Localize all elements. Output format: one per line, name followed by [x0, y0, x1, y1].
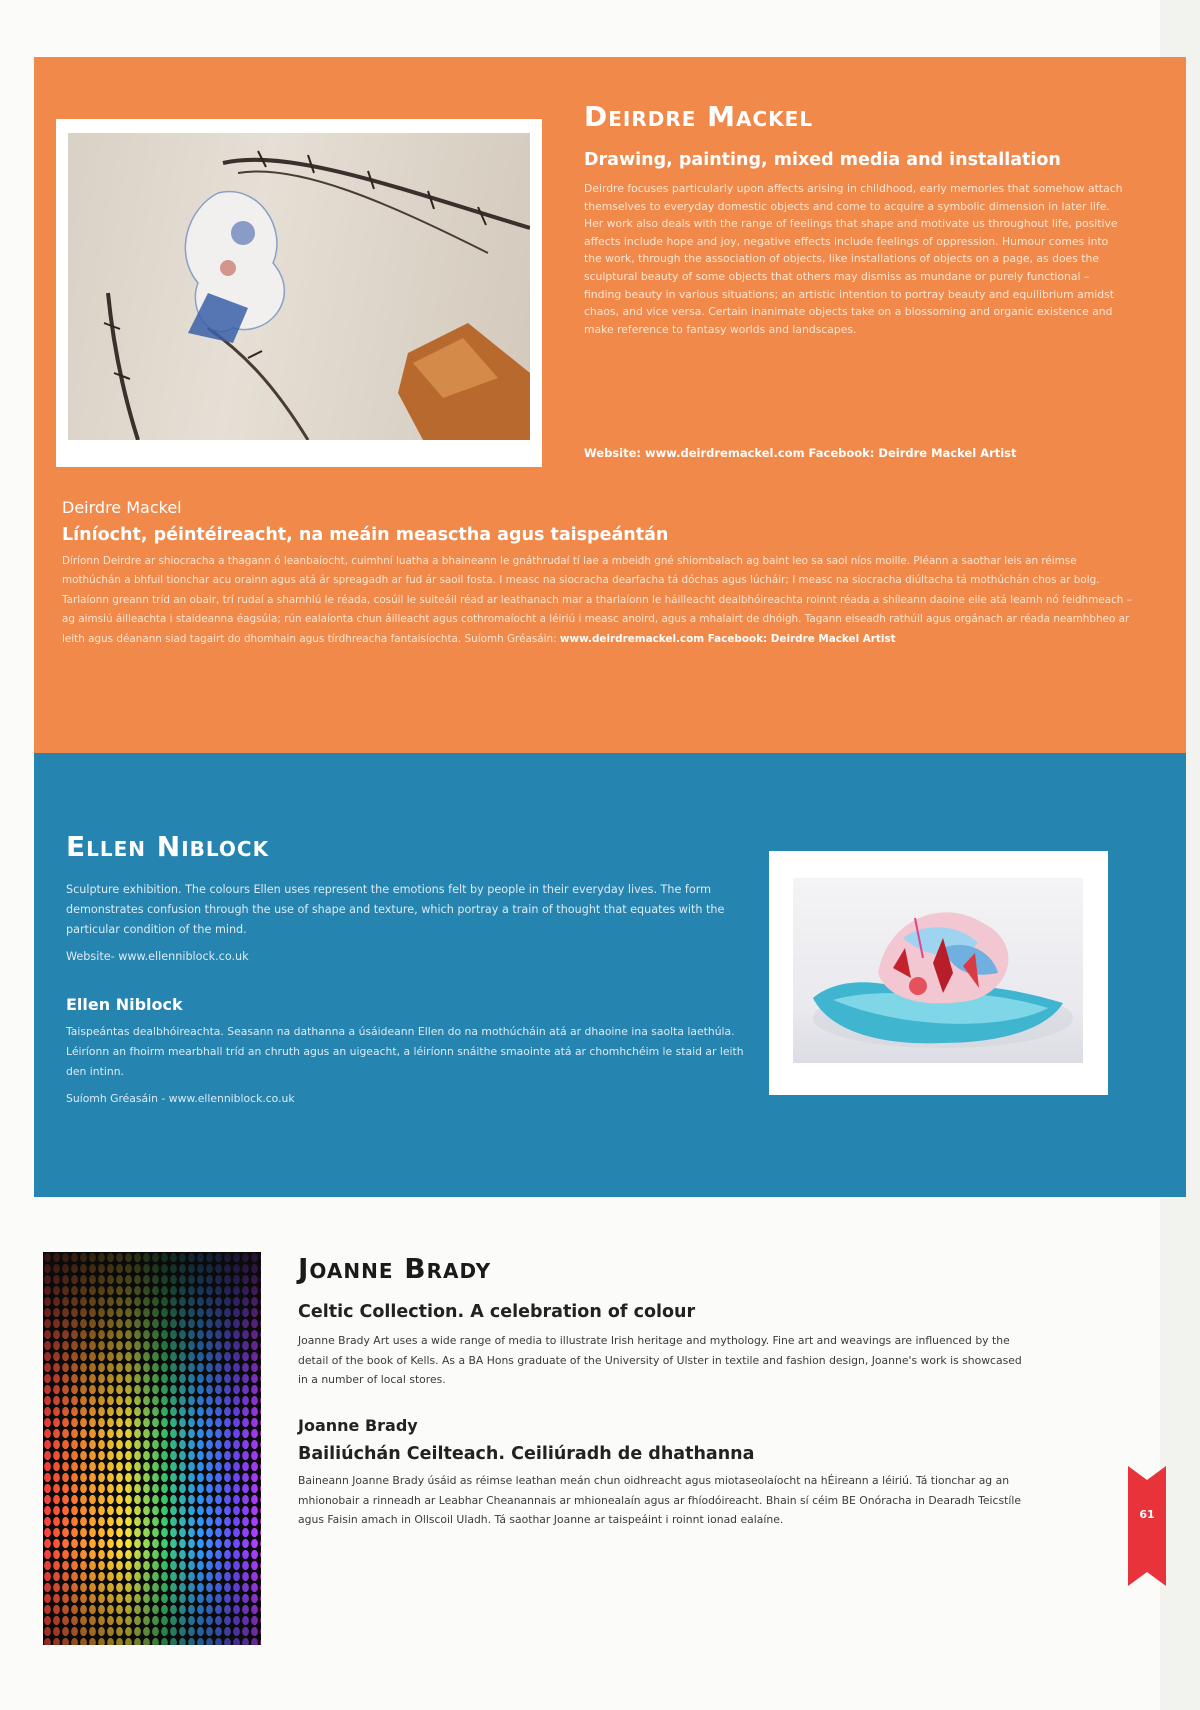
page-number: 61	[1139, 1508, 1155, 1521]
joanne-weaving-pattern	[43, 1252, 261, 1645]
ellen-sculpture-photo	[793, 878, 1083, 1063]
ellen-title: Ellen Niblock	[66, 830, 270, 863]
joanne-subtitle: Celtic Collection. A celebration of colour	[298, 1302, 696, 1322]
page-number-ribbon	[1128, 1466, 1166, 1586]
deirdre-title: Deirdre Mackel	[584, 100, 814, 133]
deirdre-links[interactable]: Website: www.deirdremackel.com Facebook: Deirdre Mackel Artist	[584, 446, 1017, 460]
deirdre-irish-body	[62, 552, 1137, 649]
ellen-body: Sculpture exhibition. The colours Ellen uses represent the emotions felt by people in their everyday lives. The form demonstrates confusion through the use of shape and texture, which portray a train of thought that equates with the particular condition of the mind.	[66, 883, 725, 936]
deirdre-irish-name: Deirdre Mackel	[62, 498, 182, 517]
deirdre-artwork-photo	[68, 133, 530, 440]
deirdre-irish-subtitle: Líníocht, péintéireacht, na meáin measctha agus taispeántán	[62, 525, 669, 545]
sculpture-image	[793, 878, 1083, 1063]
ellen-irish-name: Ellen Niblock	[66, 995, 183, 1014]
deirdre-irish-body-text: Díríonn Deirdre ar shiocracha a thagann ó leanbaíocht, cuimhní luatha a bhaineann le gnáthrudaí tí lae a mbeidh gné shiombalach ag baint leo sa saol níos moille. Pléann a saothar leis an réimse mothúchán a bhfuil tionchar acu orainn agus atá ár spreagadh ar fud ár saoil fosta. I measc na siocracha dearfacha tá dóchas agus lúcháir; I measc na siocracha diúltacha tá mothúchán chos ar bolg. Tarlaíonn greann tríd an obair, trí rudaí a shamhlú le réada, cosúil le suiteáil réad ar leathanach mar a tharlaíonn le háilleacht dealbhóireachta roinnt réada a shíleann daoine eile atá leamh nó feidhmeach – ag aimsiú áilleachta i staideanna éagsúla; rún ealaíonta chun áilleacht agus cothromaíocht a léiriú i measc anoird, agus a mhalairt de dhóigh. Tagann eiseadh rathúil agus orgánach ar réada neamhbheo ar leith agus déanann siad tagairt do dhomhain agus tírdhreacha fantaisíochta.	[62, 555, 1132, 645]
deirdre-irish-links-label: Suíomh Gréasáin:	[464, 632, 557, 645]
ellen-irish-body: Taispeántas dealbhóireachta. Seasann na dathanna a úsáideann Ellen do na mothúcháin atá ar dhaoine ina saolta laethúla. Léiríonn an fhoirm mearbhall tríd an chruth agus an uigeacht, a léiríonn snáithe smaointe atá ar chomhchéim le staid ar leith den intinn.	[66, 1025, 744, 1078]
joanne-title: Joanne Brady	[298, 1252, 492, 1285]
rainbow-dot-pattern-image	[43, 1252, 261, 1645]
barbed-wire-artwork-image	[68, 133, 530, 440]
ellen-website[interactable]: Website- www.ellenniblock.co.uk	[66, 950, 249, 963]
deirdre-subtitle: Drawing, painting, mixed media and installation	[584, 150, 1061, 170]
joanne-irish-name: Joanne Brady	[298, 1416, 418, 1435]
joanne-irish-subtitle: Bailiúchán Ceilteach. Ceiliúradh de dhathanna	[298, 1444, 755, 1464]
deirdre-irish-links[interactable]: www.deirdremackel.com Facebook: Deirdre Mackel Artist	[559, 632, 896, 645]
ellen-irish-website[interactable]: Suíomh Gréasáin - www.ellenniblock.co.uk	[66, 1092, 295, 1105]
joanne-irish-body: Baineann Joanne Brady úsáid as réimse leathan meán chun oidhreacht agus miotaseolaíocht na hÉireann a léiriú. Tá tionchar ag an mhionobair a rinneadh ar Leabhar Cheanannais ar mhionealaín agus ar fhíodóireacht. Bhain sí céim BE Onóracha in Dearadh Teicstíle agus Faisin amach in Ollscoil Uladh. Tá saothar Joanne ar taispeáint i roinnt ionad ealaíne.	[298, 1474, 1021, 1527]
deirdre-body: Deirdre focuses particularly upon affects arising in childhood, early memories that somehow attach themselves to everyday domestic objects and come to acquire a symbolic dimension in later life. Her work also deals with the range of feelings that shape and motivate us throughout life, positive affects include hope and joy, negative effects include feelings of oppression. Humour comes into the work, through the association of objects, like installations of objects on a page, as does the sculptural beauty of some objects that others may dismiss as mundane or purely functional – finding beauty in various situations; an artistic intention to portray beauty and equilibrium amidst chaos, and vice versa. Certain inanimate objects take on a blossoming and organic existence and make reference to fantasy worlds and landscapes.	[584, 182, 1123, 336]
joanne-body: Joanne Brady Art uses a wide range of media to illustrate Irish heritage and mythology. Fine art and weavings are influenced by the detail of the book of Kells. As a BA Hons graduate of the University of Ulster in textile and fashion design, Joanne's work is showcased in a number of local stores.	[298, 1334, 1022, 1387]
